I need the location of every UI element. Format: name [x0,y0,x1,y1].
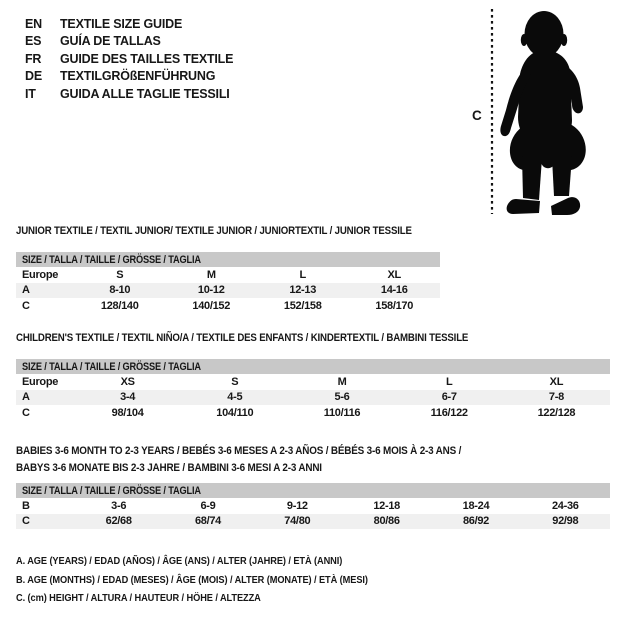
table-cell: 6-9 [200,499,216,512]
language-code: DE [25,69,42,84]
table-cell: XL [549,375,564,388]
table-cell: 3-4 [120,391,136,404]
language-row [25,68,233,86]
height-label-c: C [472,108,482,123]
guide-title: TEXTILE SIZE GUIDE [60,16,183,31]
table-row-height [16,298,440,314]
table-cell: 110/116 [323,406,361,419]
language-code: IT [25,86,36,101]
toddler-silhouette [497,8,589,216]
footnote-c: C. (cm) HEIGHT / ALTURA / HAUTEUR / HÖHE / ALTEZZA [16,592,261,604]
table-cell: L [446,375,453,388]
table-cell: 74/80 [284,515,311,528]
table-cell: 116/122 [430,406,468,419]
table-cell: 62/68 [105,515,132,528]
table-cell: L [299,268,306,281]
table-cell: 152/158 [283,299,322,312]
size-header-label: SIZE / TALLA / TAILLE / GRÖSSE / TAGLIA [22,484,201,497]
table-cell: 98/104 [111,406,144,419]
table-cell: M [206,268,216,281]
size-header-bar [16,359,610,374]
table-cell: 68/74 [194,515,221,528]
table-cell: 6-7 [441,391,457,404]
footnote-legend [16,552,368,608]
guide-title: TEXTILGRÖßENFÜHRUNG [60,69,216,84]
table-title-line2: BABYS 3-6 MONATE BIS 2-3 JAHRE / BAMBINI 3-6 MESI A 2-3 ANNI [16,462,322,474]
table-cell: 128/140 [100,299,139,312]
table-cell: 12-13 [289,284,317,297]
table-cell: XS [120,375,135,388]
table-row-age [16,390,610,406]
table-cell: 140/152 [192,299,231,312]
table-cell: 5-6 [334,391,350,404]
table-cell: 92/98 [552,515,579,528]
language-title-list [25,15,233,103]
table-title: JUNIOR TEXTILE / TEXTIL JUNIOR/ TEXTILE JUNIOR / JUNIORTEXTIL / JUNIOR TESSILE [16,225,412,237]
table-cell: 10-12 [197,284,225,297]
height-measure-line [490,9,494,214]
table-cell: 104/110 [216,406,254,419]
guide-title: GUIDA ALLE TAGLIE TESSILI [60,86,230,101]
row-label: Europe [22,268,59,281]
size-table-children [16,331,610,421]
table-row-europe [16,374,610,390]
row-label: B [22,499,30,512]
table-title-block [16,443,610,477]
size-header-label: SIZE / TALLA / TAILLE / GRÖSSE / TAGLIA [22,360,201,373]
language-row [25,50,233,68]
size-header-label: SIZE / TALLA / TAILLE / GRÖSSE / TAGLIA [22,253,201,266]
row-label: Europe [22,375,59,388]
table-cell: 18-24 [462,499,490,512]
footnote-b: B. AGE (MONTHS) / EDAD (MESES) / ÂGE (MOIS) / ALTER (MONATE) / ETÀ (MESI) [16,573,368,586]
language-row [25,33,233,51]
table-cell: 7-8 [548,391,564,404]
table-cell: 8-10 [109,284,131,297]
table-cell: 24-36 [551,499,579,512]
row-label: A [22,284,30,297]
size-table-junior [16,224,440,314]
table-cell: 86/92 [462,515,489,528]
size-header-bar [16,252,440,267]
footnote-a: A. AGE (YEARS) / EDAD (AÑOS) / ÂGE (ANS) / ALTER (JAHRE) / ETÀ (ANNI) [16,555,343,567]
language-row [25,15,233,33]
language-row [25,85,233,103]
language-code: FR [25,51,42,66]
table-row-europe [16,267,440,283]
table-cell: 12-18 [373,499,400,512]
table-cell: M [337,375,347,388]
table-cell: 9-12 [286,499,308,512]
table-title-line1: BABIES 3-6 MONTH TO 2-3 YEARS / BEBÉS 3-6 MESES A 2-3 AÑOS / BÉBÉS 3-6 MOIS À 2-3 ANS / [16,445,462,457]
size-header-bar [16,483,610,498]
table-title: CHILDREN'S TEXTILE / TEXTIL NIÑO/A / TEXTILE DES ENFANTS / KINDERTEXTIL / BAMBINI TESSILE [16,332,469,344]
size-table-babies [16,443,610,529]
language-code: EN [25,16,42,31]
table-cell: 4-5 [227,391,243,404]
guide-title: GUIDE DES TAILLES TEXTILE [60,51,234,66]
table-row-height [16,514,610,530]
guide-title: GUÍA DE TALLAS [60,34,161,49]
table-row-age-months [16,498,610,514]
language-code: ES [25,34,42,49]
table-cell: 80/86 [373,515,400,528]
table-cell: 3-6 [111,499,127,512]
table-cell: 158/170 [375,299,414,312]
table-cell: S [116,268,124,281]
row-label: C [22,406,30,419]
row-label: C [22,515,30,528]
table-cell: 14-16 [380,284,408,297]
row-label: A [22,391,30,404]
table-cell: S [231,375,239,388]
table-row-age [16,283,440,299]
table-row-height [16,405,610,421]
row-label: C [22,299,30,312]
table-cell: 122/128 [537,406,576,419]
table-cell: XL [387,268,401,281]
